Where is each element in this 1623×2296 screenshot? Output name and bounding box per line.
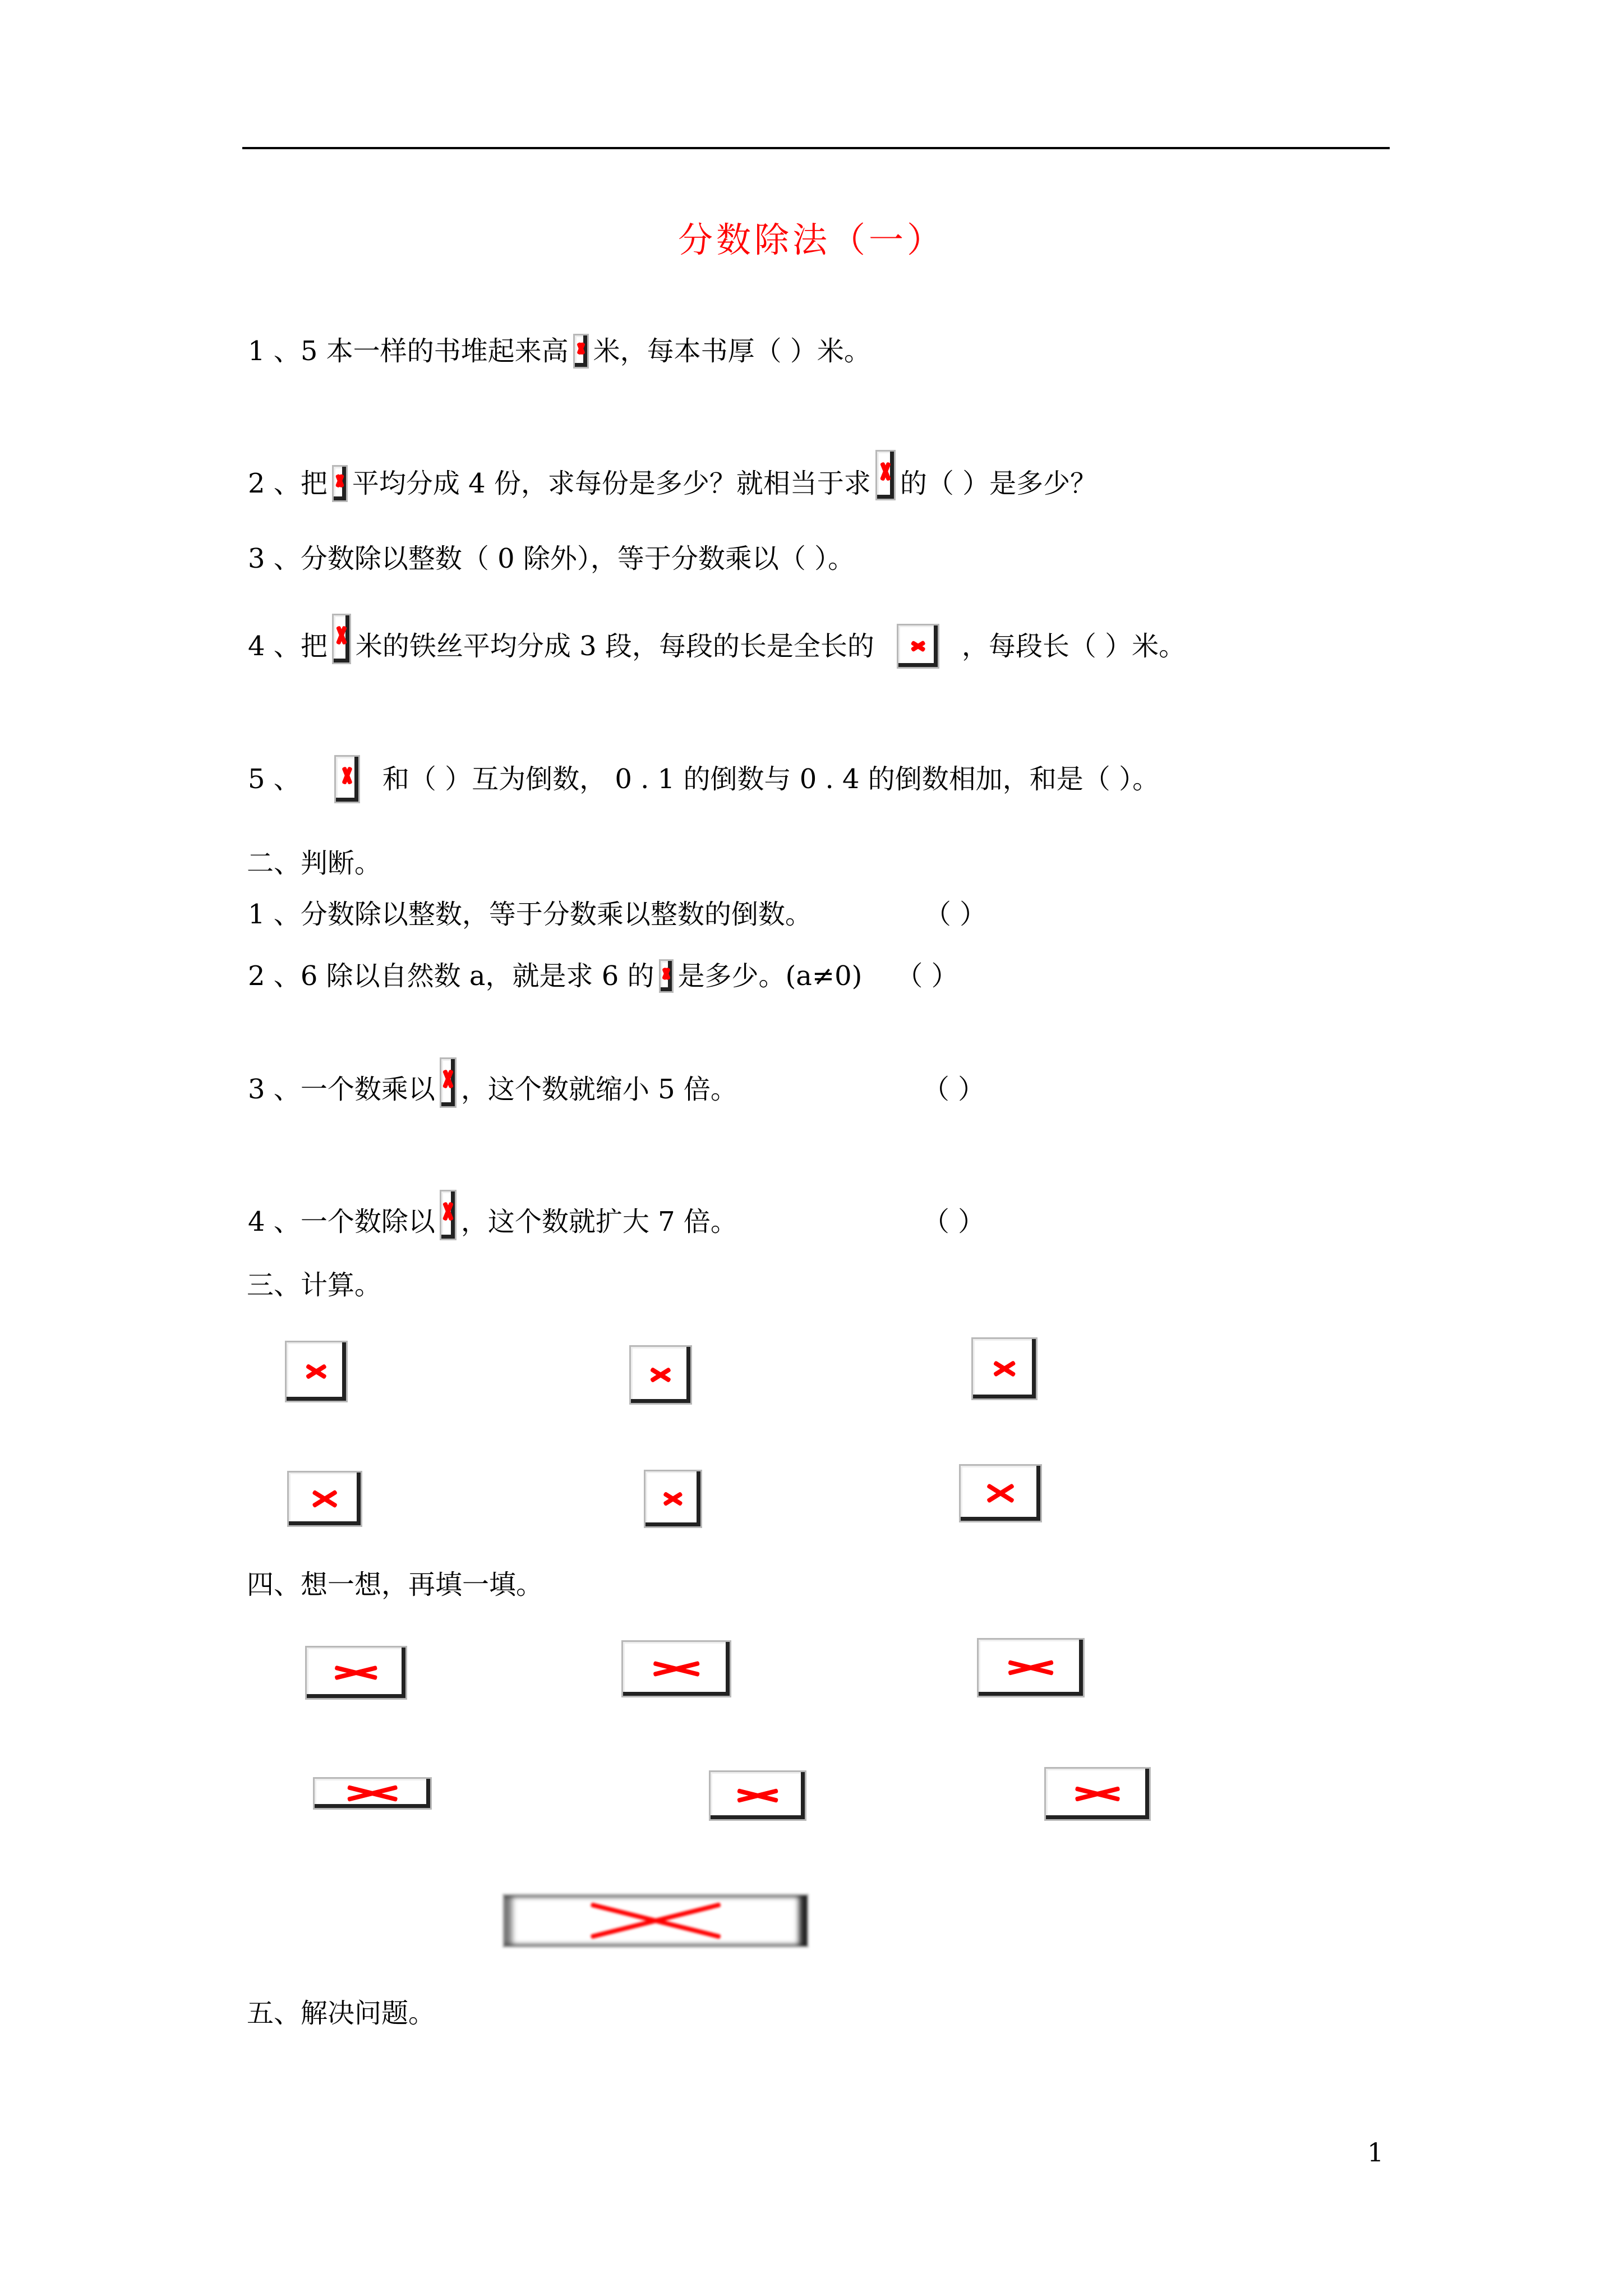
question-number: 2 、	[248, 960, 301, 992]
question-number: 3 、	[248, 543, 301, 574]
question-number: 1 、	[248, 335, 301, 367]
fraction-image-placeholder	[440, 1190, 457, 1240]
question-text: 分数除以整数，等于分数乘以整数的倒数。	[300, 899, 812, 930]
question-text: 6 除以自然数 a，就是求 6 的	[300, 960, 654, 992]
question-1-4	[248, 624, 1186, 669]
fraction-image-placeholder	[440, 1057, 457, 1108]
question-text: 的（ ）是多少？	[900, 468, 1098, 499]
section-3-heading: 三、计算。	[247, 1269, 382, 1301]
fraction-image-placeholder	[334, 755, 360, 803]
fill-image-placeholder	[502, 1894, 809, 1948]
judge-2-2	[248, 954, 958, 999]
question-text: 一个数除以	[300, 1206, 435, 1237]
question-text: ，每段长（ ）米。	[961, 631, 1186, 662]
header-rule	[242, 147, 1390, 149]
fraction-image-placeholder	[332, 465, 348, 502]
question-number: 1 、	[248, 899, 301, 930]
question-text: 米，每本书厚（ ）米。	[593, 335, 871, 367]
calc-image-placeholder	[287, 1471, 362, 1527]
question-text: ，这个数就扩大 7 倍。	[460, 1206, 737, 1237]
question-number: 4 、	[248, 1206, 301, 1237]
question-number: 4 、	[248, 631, 301, 662]
answer-blank: （ ）	[896, 960, 958, 992]
question-number: 2 、	[248, 468, 301, 499]
fill-image-placeholder	[709, 1770, 806, 1821]
question-text: 一个数乘以	[300, 1074, 435, 1105]
question-1-5	[248, 755, 1159, 803]
calc-image-placeholder	[971, 1337, 1038, 1400]
question-text: 5 本一样的书堆起来高	[300, 335, 569, 367]
question-text: 平均分成 4 份，求每份是多少？就相当于求	[352, 468, 871, 499]
question-number: 3 、	[248, 1074, 301, 1105]
fill-image-placeholder	[1044, 1767, 1151, 1821]
answer-blank: （ ）	[922, 1074, 985, 1105]
answer-blank: （ ）	[924, 899, 987, 930]
page-number: 1	[1367, 2137, 1384, 2168]
question-text: 是多少。(a≠0)	[677, 960, 863, 992]
page-title: 分数除法（一）	[677, 219, 945, 260]
question-text: ，这个数就缩小 5 倍。	[460, 1074, 737, 1105]
section-2-heading: 二、判断。	[247, 848, 382, 879]
question-text: 分数除以整数（ 0 除外），等于分数乘以（ ）。	[300, 543, 855, 574]
question-1-1	[248, 329, 871, 374]
fraction-image-placeholder	[875, 450, 896, 500]
question-text: 把	[300, 468, 328, 499]
question-text: 米的铁丝平均分成 3 段，每段的长是全长的	[355, 631, 874, 662]
fraction-image-placeholder	[659, 959, 674, 993]
calc-image-placeholder	[629, 1345, 692, 1405]
section-4-heading: 四、想一想，再填一填。	[247, 1569, 543, 1600]
judge-2-1	[248, 892, 986, 937]
fill-image-placeholder	[977, 1638, 1085, 1697]
answer-blank: （ ）	[922, 1206, 985, 1237]
judge-2-3	[248, 1067, 985, 1112]
question-text: 把	[300, 631, 328, 662]
question-1-3	[248, 536, 855, 581]
fraction-image-placeholder	[897, 624, 939, 669]
calc-image-placeholder	[285, 1341, 348, 1402]
calc-image-placeholder	[644, 1470, 702, 1528]
fraction-image-placeholder	[573, 334, 589, 369]
question-number: 5 、	[248, 763, 301, 795]
fill-image-placeholder	[621, 1640, 731, 1697]
section-5-heading: 五、解决问题。	[247, 1998, 436, 2029]
question-text: 和（ ）互为倒数， 0 . 1 的倒数与 0 . 4 的倒数相加，和是（ ）。	[382, 763, 1160, 795]
judge-2-4	[248, 1199, 985, 1244]
fill-image-placeholder	[313, 1777, 432, 1810]
fill-image-placeholder	[305, 1646, 407, 1700]
fraction-image-placeholder	[332, 614, 351, 664]
calc-image-placeholder	[959, 1464, 1042, 1522]
question-1-2	[248, 461, 1097, 506]
